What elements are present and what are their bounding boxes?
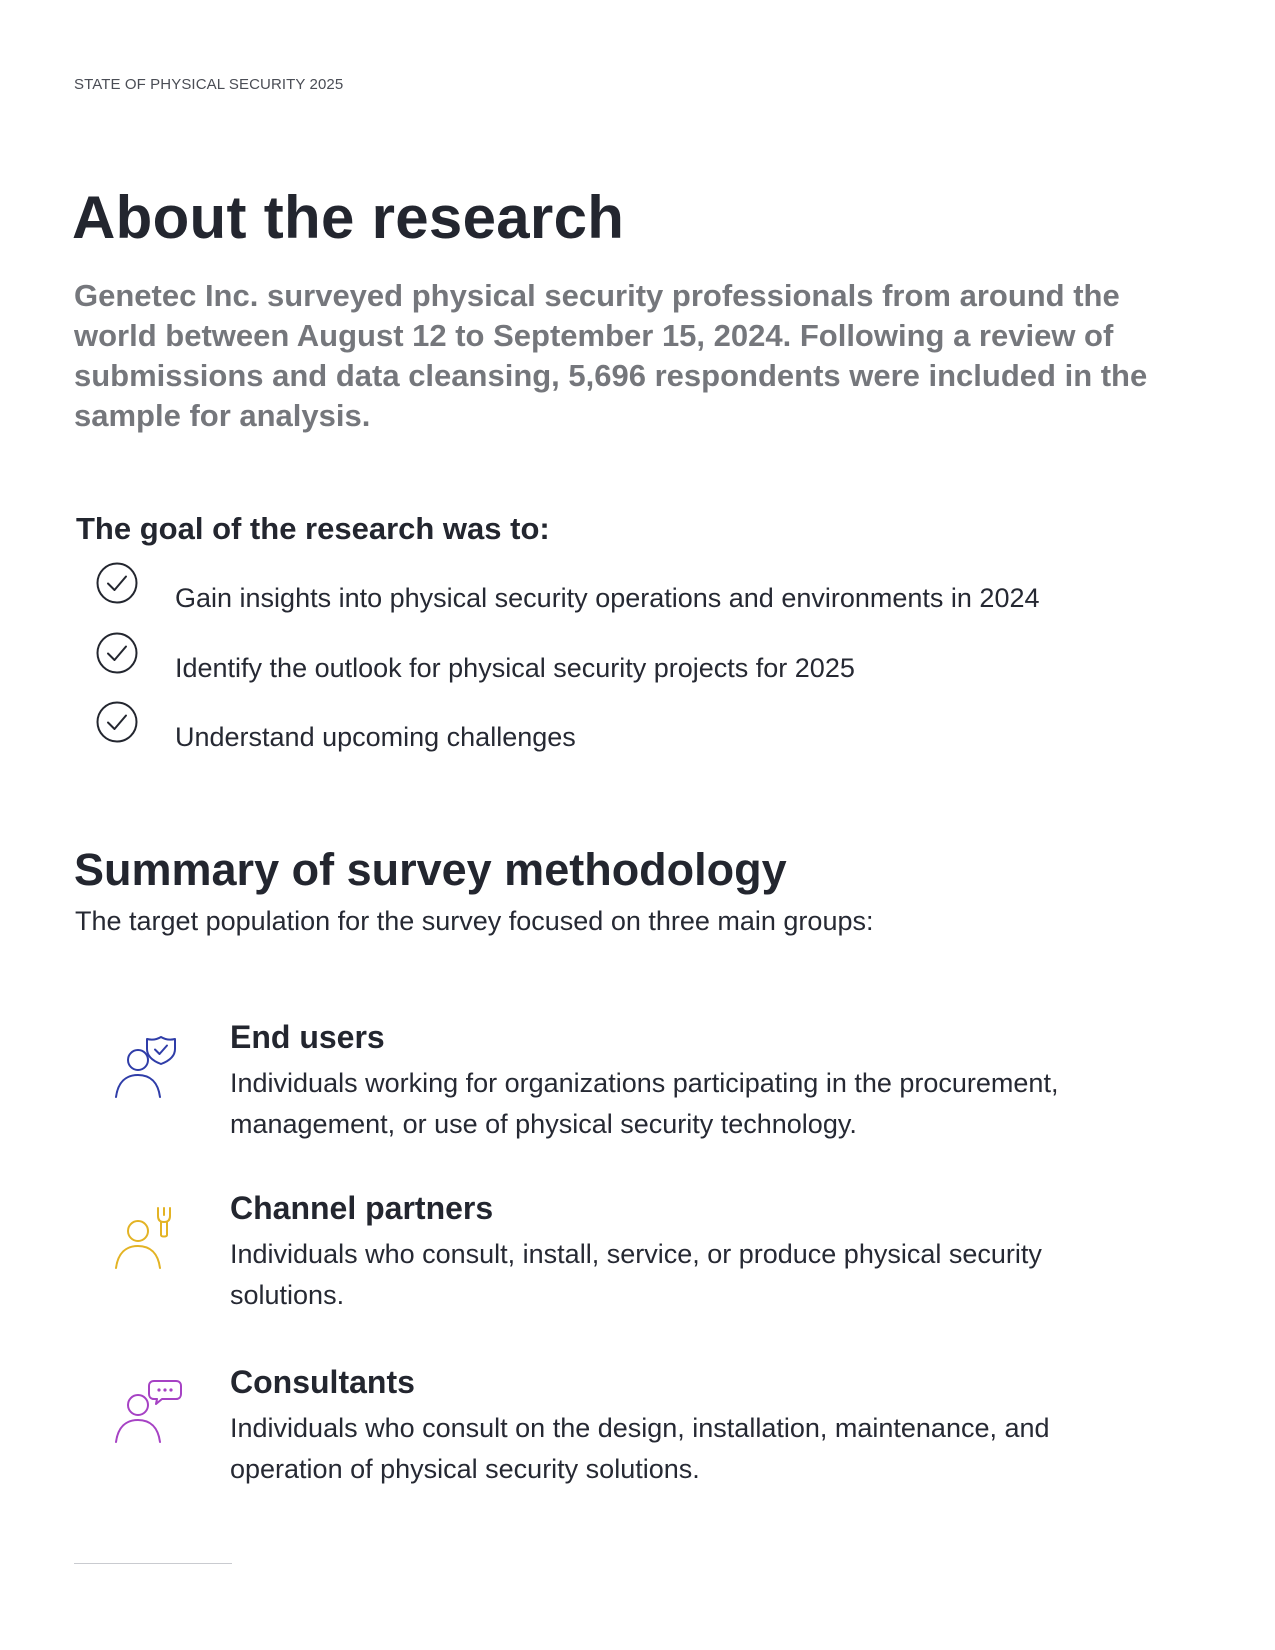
page-title: About the research [72,184,625,251]
intro-paragraph: Genetec Inc. surveyed physical security professionals from around the world between August 12 to September 15, 2024. Following a review of submissions and data cleansing, 5,696 respondents were included in the sample for analysis. [74,278,1148,433]
group-description: Individuals who consult on the design, installation, maintenance, and operation of physical security solutions. [230,1413,1050,1484]
group-title: Channel partners [230,1190,494,1226]
footer-divider [74,1563,232,1564]
user-wrench-icon [114,1204,184,1274]
check-circle-icon [95,700,139,744]
goal-text: Understand upcoming challenges [175,722,576,752]
group-title: End users [230,1019,385,1055]
methodology-subheading: The target population for the survey focused on three main groups: [75,906,874,936]
check-circle-icon [95,631,139,675]
group-title: Consultants [230,1364,415,1400]
user-shield-icon [114,1033,184,1103]
methodology-heading: Summary of survey methodology [74,844,787,895]
group-description: Individuals who consult, install, service, or produce physical security solutions. [230,1239,1042,1310]
goals-heading: The goal of the research was to: [76,511,550,546]
goal-text: Gain insights into physical security operations and environments in 2024 [175,583,1040,613]
user-chat-icon [114,1378,184,1448]
check-circle-icon [95,561,139,605]
running-header: STATE OF PHYSICAL SECURITY 2025 [74,76,344,93]
group-description: Individuals working for organizations participating in the procurement, management, or use of physical security technology. [230,1068,1059,1139]
goal-text: Identify the outlook for physical security projects for 2025 [175,653,855,683]
